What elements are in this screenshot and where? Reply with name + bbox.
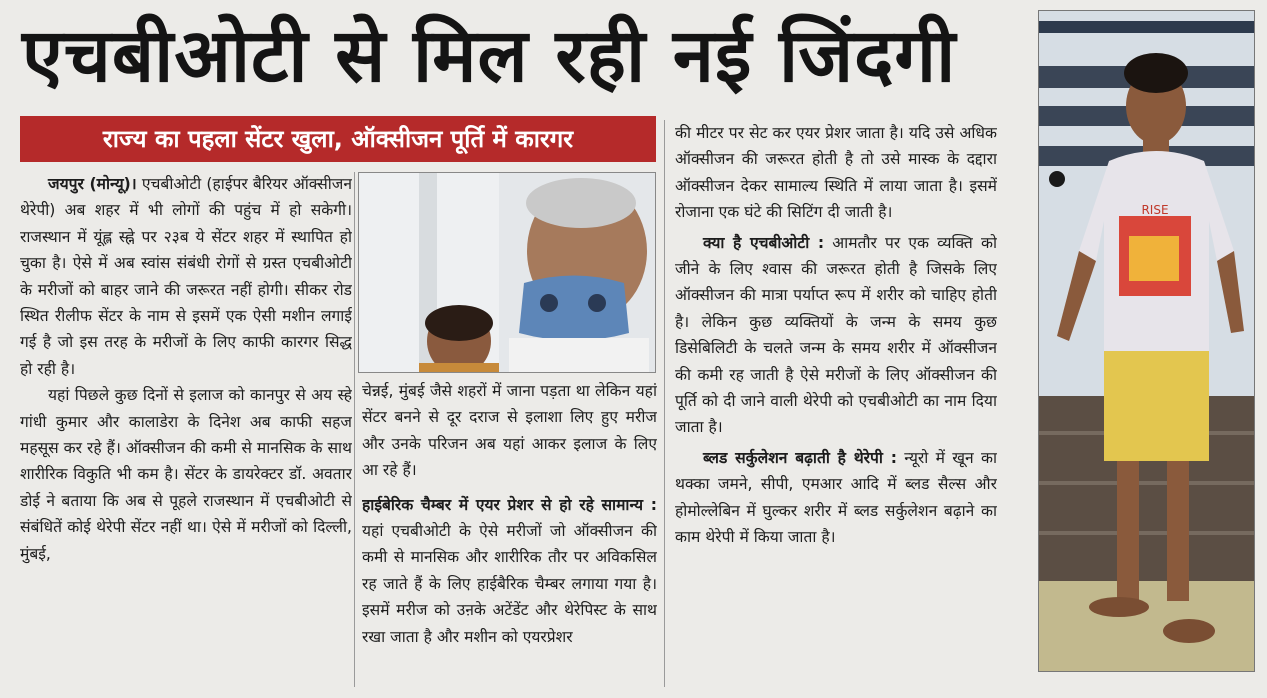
paragraph-3: चेन्नई, मुंबई जैसे शहरों में जाना पड़ता था लेकिन यहां सेंटर बनने से दूर दराज से इलाशा लिए हुए मरीज और उनके परिजन अब यहां आकर इलाज के लिए आ रहे हैं। — [362, 382, 657, 480]
paragraph-2: यहां पिछले कुछ दिनों से इलाज को कानपुर से अय स्हे गांधी कुमार और कालाडेरा के दिनेश अब काफी सहज महसूस कर रहे हैं। ऑक्सीजन की कमी से मानसिक के साथ शारीरिक विकुति भी कम है। सेंटर के डायरेक्टर डॉ. अवतार डोई ने बताया कि अब से पूहले राजस्थान में एचबीओटी से संबंधितें कोई थेरेपी सेंटर नहीं था। ऐसे में मरीजों को दिल्ली, मुंबई, — [20, 386, 352, 563]
section-subhead-what-is-hbot: क्या है एचबीओटी : — [703, 233, 825, 252]
column-divider — [354, 172, 355, 687]
headline: एचबीओटी से मिल रही नई जिंदगी — [22, 13, 957, 99]
paragraph-7 — [675, 445, 997, 551]
paragraph-1 — [20, 171, 352, 382]
paragraph-4 — [362, 492, 657, 650]
article-column-1 — [20, 171, 352, 691]
article-column-2 — [362, 378, 657, 678]
subheadline-banner: राज्य का पहला सेंटर खुला, ऑक्सीजन पूर्ति में कारगर — [20, 116, 656, 162]
paragraph-7-text: न्यूरो में खून का थक्का जमने, सीपी, एमआर आदि में ब्लड सैल्स और होमोल्लेबिन में घुल्कर शरीर में ब्लड सर्कुलेशन बढ़ाने का काम थेरेपी में किया जाता है। — [675, 448, 997, 547]
photo-doctor-image — [359, 173, 655, 372]
photo-boy-standing — [1038, 10, 1255, 672]
photo-boy-image — [1039, 11, 1254, 671]
paragraph-1-text: एचबीओटी (हाईपर बैरियर ऑक्सीजन थेरेपी) अब शहर में भी लोगों की पहुंच में हो सकेगी। राजस्थान में यूंह्ल स्ह्ने पर २३ब ये सेंटर शहर में स्थापित हो चुका है। ऐसे में अब स्वांस संबंधी रोगों से ग्रस्त एचबीओटी के मरीजों को बाहर जाने की जरूरत नहीं होगी। सीकर रोड स्थित रीलीफ सेंटर के नाम से इसमें एक ऐसी मशीन लगाई गई है जो इस तरह के मरीजों के लिए काफी कारगर सिद्ध हो रही है। — [20, 175, 352, 378]
section-subhead-blood-circulation: ब्लड सर्कुलेशन बढ़ाती है थेरेपी : — [703, 448, 897, 467]
article-column-3 — [675, 120, 997, 680]
column-divider — [664, 120, 665, 687]
paragraph-5: की मीटर पर सेट कर एयर प्रेशर जाता है। यदि उसे अधिक ऑक्सीजन की जरूरत होती है तो उसे मास्क के दद्दारा ऑक्सीजन देकर सामाल्य स्थिति में लाया जाता है। इसमें रोजाना एक घंटे की सिटिंग दी जाती है। — [675, 124, 997, 222]
paragraph-4-text: यहां एचबीओटी के ऐसे मरीजों जो ऑक्सीजन की कमी से मानसिक और शारीरिक तौर पर अविकसिल रह जाते हैं के लिए हाईबैरिक चैम्बर लगाया गया है। इसमें मरीज को उऩके अटेंडेंट और थेरेपिस्ट के साथ रखा जाता है और मशीन को एयरप्रेशर — [362, 522, 657, 646]
section-subhead-chamber: हाईबेरिक चैम्बर में एयर प्रेशर से हो रहे सामान्य : — [362, 495, 657, 514]
photo-doctor-with-mask — [358, 172, 656, 373]
shirt-text: RISE — [1141, 203, 1169, 217]
paragraph-6-text: आमतौर पर एक व्यक्ति को जीने के लिए श्वास की जरूरत होती है जिसके लिए ऑक्सीजन की मात्रा पर्याप्त रूप में शरीर को चाहिए होती है। लेकिन कुछ व्यक्तियों के जन्म के समय कुछ डिसेबिलिटी के चलते जन्म के समय शरीर में ऑक्सीजन की कमी रह जाती है ऐसे मरीजों के लिए ऑक्सीजन की पूर्ति को दी जाने वाली थेरेपी को एचबीओटी का नाम दिया जाता है। — [675, 233, 997, 437]
paragraph-6 — [675, 230, 997, 441]
dateline: जयपुर (मोन्यू)। — [48, 175, 137, 193]
